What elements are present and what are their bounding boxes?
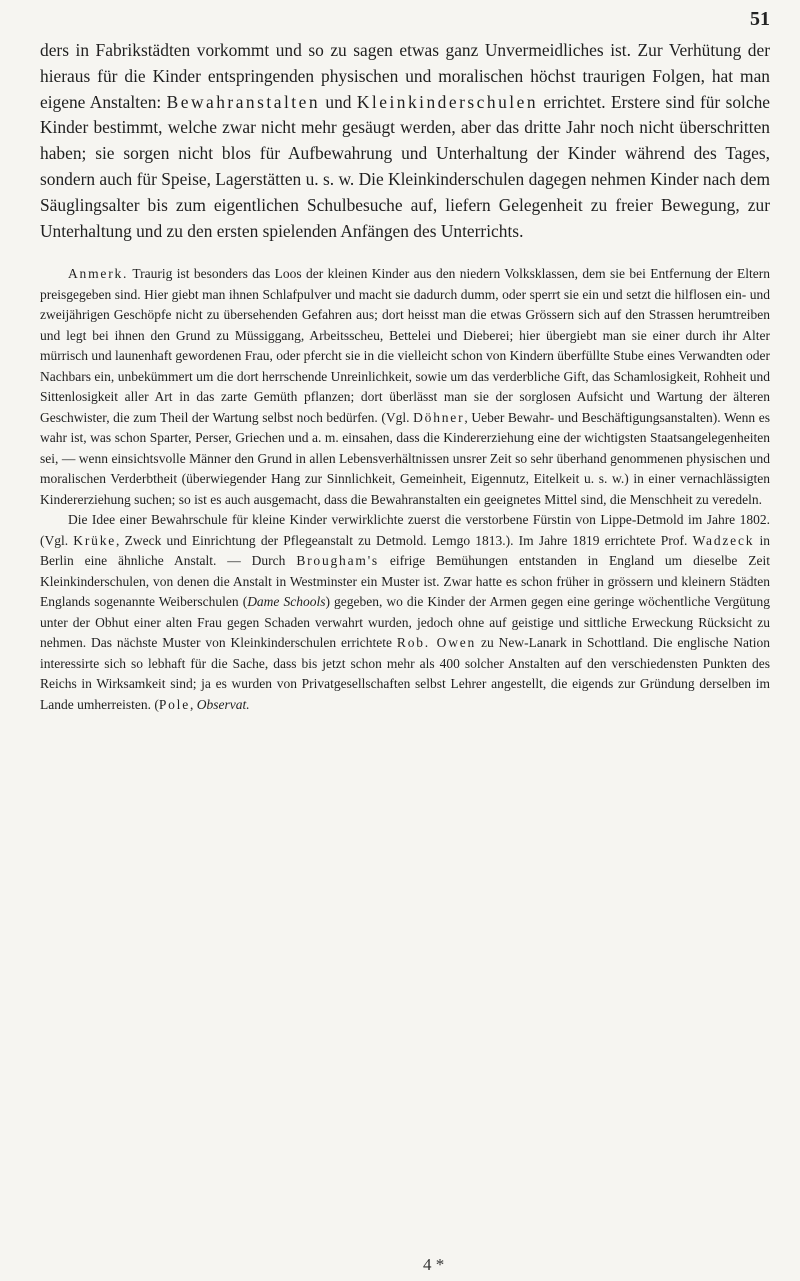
author-brougham: Brougham's <box>296 553 379 569</box>
term-kleinkinderschulen: Kleinkinderschulen <box>356 91 539 112</box>
note2-part2: , Zweck und Einrichtung der Pflegeanstalt zu Detmold. Lemgo 1813.). Im Jahre 1819 errichtete Prof. <box>116 532 693 548</box>
main-text-part3: errichtet. Erstere sind für solche Kinder bestimmt, welche zwar nicht mehr gesäugt werden, aber das dritte Jahr noch nicht überschritten haben; sie sorgen nicht blos für Aufbewahrung und Unterhaltung der Kinder während des Tages, sondern auch für Speise, Lagerstätten u. s. w. Die Kleinkinderschulen dagegen nehmen Kinder nach dem Säuglingsalter bis zum eigentlichen Schulbesuche auf, liefern Gelegenheit zu freier Bewegung, zur Unterhaltung und zu den ersten spielenden Anfängen des Unterrichts. <box>40 91 771 241</box>
page-number: 51 <box>750 8 770 30</box>
note-paragraph-2 <box>40 510 770 715</box>
term-bewahranstalten: Bewahranstalten <box>166 91 321 112</box>
note2-part6: zu New-Lanark in Schottland. Die englische Nation interessirte sich so lebhaft für die Sache, dass bis jetzt schon mehr als 400 solcher Anstalten auf den verschiedensten Punkten des Reichs in Wirksamkeit sind; ja es wurden von Privatgesellschaften selbst Lehrer angestellt, die eigends zur Gründung derselben im Lande umherreisten. ( <box>40 635 771 712</box>
text-column <box>40 38 770 715</box>
author-wadzeck: Wadzeck <box>692 532 755 548</box>
note-label: Anmerk. <box>68 266 129 282</box>
work-title-observat: Observat. <box>196 696 250 712</box>
note2-part3: in Berlin eine ähnliche Anstalt. — Durch <box>40 532 770 569</box>
main-text-part1: ders in Fabrikstädten vorkommt und so zu sagen etwas ganz Unvermeidliches ist. Zur Verhütung der hieraus für die Kinder entspringenden physischen und moralischen höchst traurigen Folgen, hat man eigene Anstalten: <box>40 40 770 112</box>
main-paragraph <box>40 38 770 244</box>
term-dame-schools: Dame Schools <box>247 594 326 610</box>
footnote-block <box>40 264 770 715</box>
author-pole: Pole <box>158 696 191 712</box>
note1-part1: Traurig ist besonders das Loos der kleinen Kinder aus den niedern Volksklassen, dem sie bei Entfernung der Eltern preisgegeben sind. Hier giebt man ihnen Schlafpulver und macht sie dadurch dumm, oder sperrt sie ein und setzt die hilflosen ein- und zweijährigen Geschöpfe nicht zu übersehenden Gefahren aus; dort heisst man die etwas Grössern sich auf den Strassen herumtreiben und legt bei ihnen den Grund zu Müssiggang, Arbeitsscheu, Bettelei und Dieberei; hier übergiebt man sie einer durch ihr Alter mürrisch und launenhaft gewordenen Frau, oder pfercht sie in die vielleicht schon von Kindern überfüllte Stube eines Verwandten oder Nachbars ein, unbekümmert um die dort herrschende Unreinlichkeit, sowie um das verderbliche Gift, das Schamlosigkeit, Rohheit und Sittenlosigkeit aller Art in das zarte Gemüth pflanzen; dort überlässt man sie der sorglosen Aufsicht und Wartung der älteren Geschwister, die zum Theil der Wartung selbst noch bedürfen. (Vgl. <box>40 266 770 425</box>
author-krueke: Krüke <box>73 532 117 548</box>
note1-part2: , Ueber Bewahr- und Beschäftigungsanstalten). Wenn es wahr ist, was schon Sparter, Perser, Griechen und a. m. einsahen, dass die Kindererziehung eine der wichtigsten Staatsangelegenheiten sei, — wenn einsichtsvolle Männer den Grund in allen Lebensverhältnissen unsrer Zeit so sehr überhand genommenen physischen und moralischen Verderbtheit (überwiegender Hang zur Sinnlichkeit, Gemeinheit, Eigennutz, Eitelkeit u. s. w.) in einer vernachlässigten Kindererziehung suchen; so ist es auch ausgemacht, dass die Bewahranstalten ein geeignetes Mittel sind, die Menschheit zu veredeln. <box>40 409 771 507</box>
note2-part5: ) gegeben, wo die Kinder der Armen gegen eine geringe wöchentliche Vergütung unter der Obhut einer alten Frau gegen Schaden verwahrt wurden, jedoch ohne auf geistige und sittliche Erweckung Rücksicht zu nehmen. Das nächste Muster von Kleinkinderschulen errichtete <box>40 594 770 651</box>
author-doehner: Döhner <box>413 409 465 425</box>
signature-mark: 4 * <box>423 1255 445 1274</box>
note2-part1: Die Idee einer Bewahrschule für kleine Kinder verwirklichte zuerst die verstorbene Fürstin von Lippe-Detmold im Jahre 1802. (Vgl. <box>40 512 770 548</box>
main-text-part2: und <box>320 91 357 112</box>
author-owen: Rob. Owen <box>396 635 477 651</box>
note-paragraph-1 <box>40 264 770 510</box>
note2-part7: , <box>190 696 197 712</box>
note2-part4: eifrige Bemühungen entstanden in England um dieselbe Zeit Kleinkinderschulen, von denen die Anstalt in Westminster ein Muster ist. Zwar hatte es schon früher in grössern und kleinern Städten Englands sogenannte Weiberschulen ( <box>40 553 770 610</box>
